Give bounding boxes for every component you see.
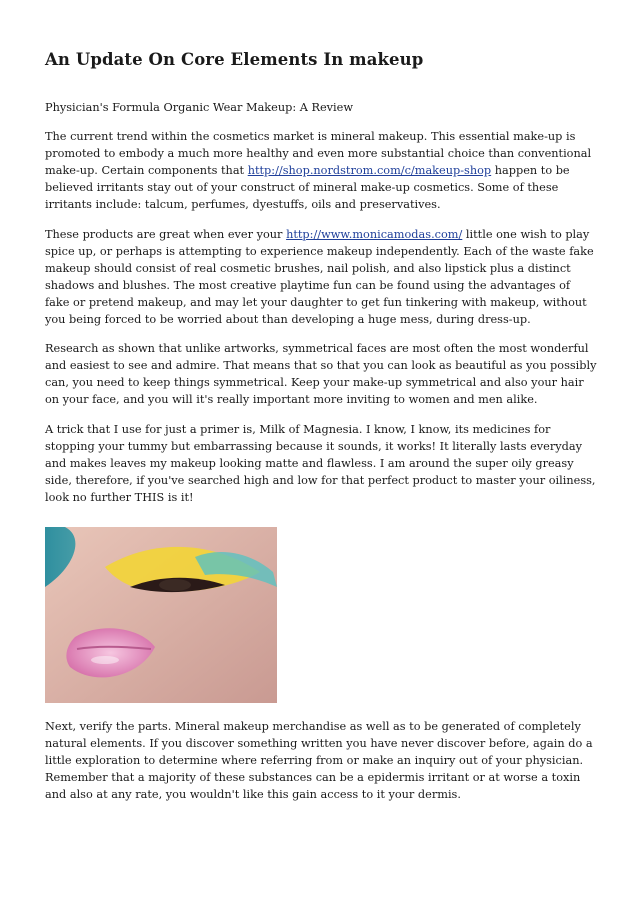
subtitle: Physician's Formula Organic Wear Makeup: A Review (45, 101, 354, 114)
makeup-face-illustration (45, 527, 277, 703)
paragraph-1-text-a: The current trend within the cosmetics market is mineral makeup. This essential make-up is promoted to embody a much more healthy and even more substantial choice than conventional make-up. Certain components that (45, 130, 592, 178)
document-page (45, 50, 597, 815)
paragraph-4: A trick that I use for just a primer is, Milk of Magnesia. I know, I know, its medicines for stopping your tummy but embarrassing because it sounds, it works! It literally lasts everyday and makes leaves my makeup looking matte and flawless. I am around the super oily greasy side, therefore, if you've searched high and low for that perfect product to master your oiliness, look no further THIS is it! (45, 422, 596, 504)
paragraph-2-text-b: little one wish to play spice up, or perhaps is attempting to experience makeup independently. Each of the waste fake makeup should consist of real cosmetic brushes, nail polish, and also lipstick plus a distinct shadows and blushes. The most creative playtime fun can be found using the advantages of fake or pretend makeup, and may let your daughter to get fun tinkering with makeup, without you being forced to be worried about than developing a huge mess, during dress-up. (45, 227, 594, 327)
nordstrom-link[interactable]: http://shop.nordstrom.com/c/makeup-shop (247, 164, 492, 178)
makeup-photo (45, 527, 277, 703)
monicamodas-link[interactable]: http://www.monicamodas.com/ (286, 227, 463, 241)
paragraph-5: Next, verify the parts. Mineral makeup merchandise as well as to be generated of completely natural elements. If you discover something written you have never discover before, again do a little exploration to determine where referring from or make an inquiry out of your physician. Remember that a majority of these substances can be a epidermis irritant or at worse a toxin and also at any rate, you wouldn't like this gain access to it your dermis. (45, 719, 593, 802)
paragraph-2 (45, 226, 597, 329)
paragraph-3: Research as shown that unlike artworks, symmetrical faces are most often the most wonderful and easiest to see and admire. That means that so that you can look as beautiful as you possibly can, you need to keep things symmetrical. Keep your make-up symmetrical and also your hair on your face, and you will it's really important more inviting to women and men alike. (45, 342, 597, 407)
paragraph-1 (45, 128, 597, 213)
paragraph-2-text-a: These products are great when ever your (45, 227, 287, 241)
page-title: An Update On Core Elements In makeup (45, 50, 424, 69)
paragraph-1-text-b: happen to be believed irritants stay out of your construct of mineral make-up cosmetics. Some of these irritants include: talcum, perfumes, dyestuffs, oils and preservatives. (45, 164, 570, 212)
